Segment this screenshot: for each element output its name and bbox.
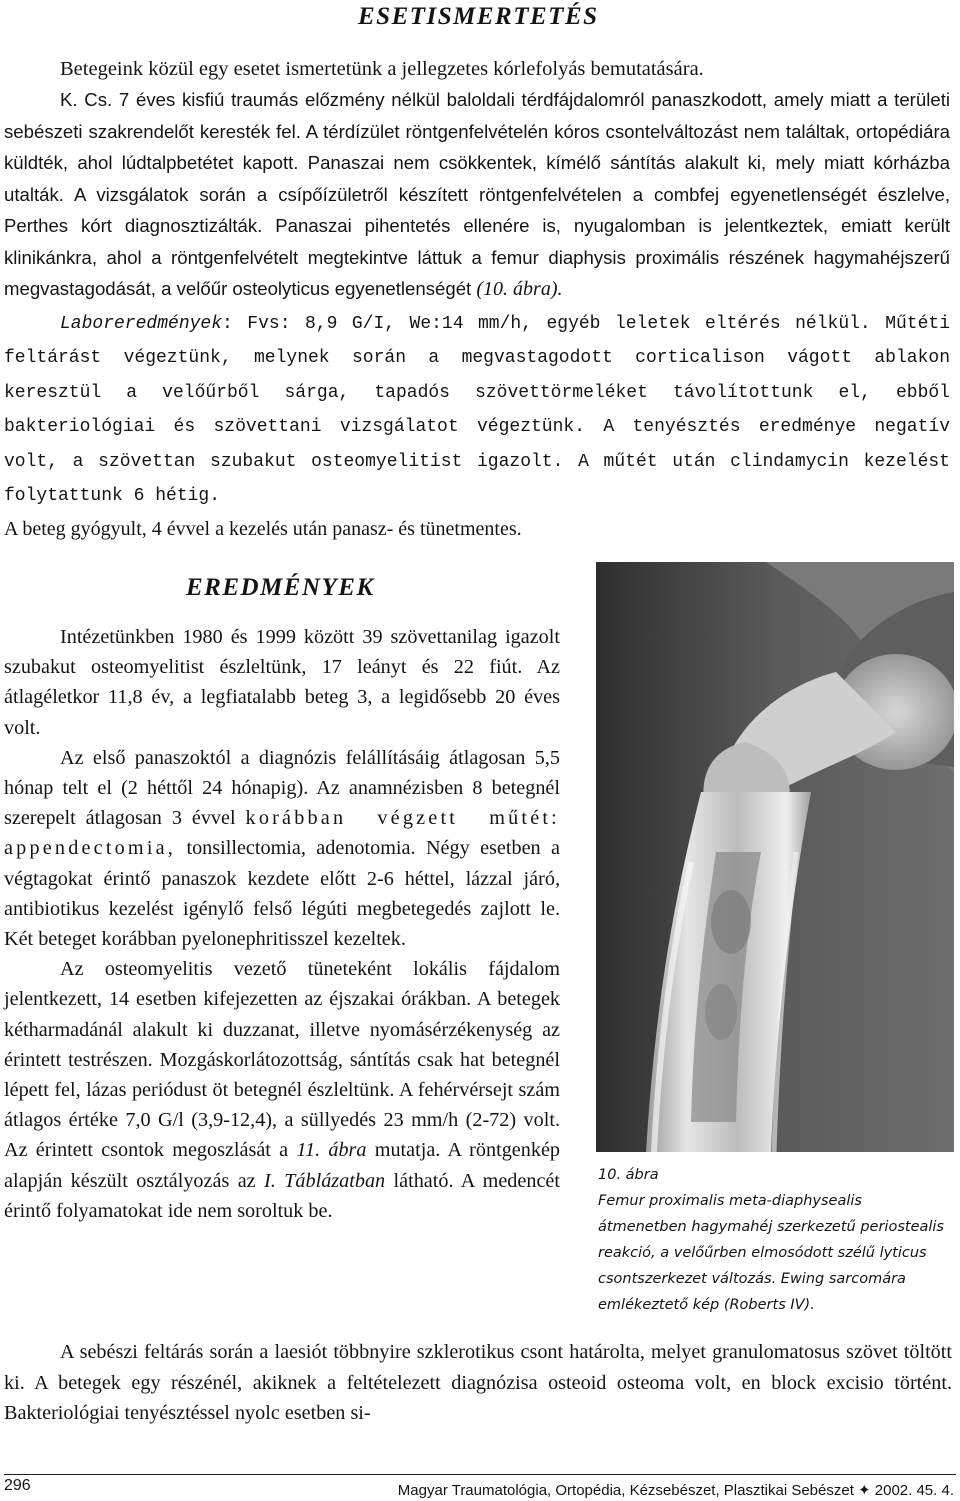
bottom-paragraph: A sebészi feltárás során a laesiót többnyire szklerotikus csont határolta, melyet granulomatosus szövet töltött ki. A betegek egy részénél, akiknek a feltételezett diagnózisa osteoid osteoma volt, en block excisio történt. Bakteriológiai tenyésztéssel nyolc esetben si- [4,1341,952,1424]
figure-11-reference: 11. ábra [296,1139,367,1162]
table-1-reference: I. Táblázatban [264,1169,386,1192]
results-p2-start: Az első panaszoktól a diagnózis felállításáig átlagosan 5,5 hónap telt el (2 héttől 24 hónapig). Az anamnézisben 8 betegnél szerepelt átlagosan 3 évvel [4,746,560,830]
lab-results-text: : Fvs: 8,9 G/I, We:14 mm/h, egyéb leletek eltérés nélkül. Műtéti feltárást végeztünk, melynek során a megvastagodott corticalison vágott ablakon keresztül a velőűrből sárga, tapadós szövettörmeléket távolítottunk el, ebből bakteriológiai és szövettani vizsgálatot végeztünk. A tenyésztés eredménye negatív volt, a szövettan szubakut osteomyelitist igazolt. A műtét után clindamycin kezelést folytattunk 6 hétig. [4,313,950,506]
figure-caption [598,1162,954,1318]
bottom-text [4,1337,952,1429]
figure-reference: (10. ábra). [476,278,563,300]
results-paragraph-3 [4,954,560,1226]
case-report [4,84,950,545]
case-report-paragraph [4,84,950,545]
section-heading-case: ESETISMERTETÉS [358,3,599,30]
section-heading-results: EREDMÉNYEK [186,574,375,601]
results-p2-spaced: korábban végzett műtét: appendectomia, [4,807,560,860]
lab-results-label: Laboreredmények [60,313,223,334]
results-p3-start: Az osteomyelitis vezető tüneteként lokális fájdalom jelentkezett, 14 esetben kifejezetten az éjszakai órákban. A betegek kétharmadánál alakult ki duzzanat, illetve nyomásérzékenység az érintett testrészen. Mozgáskorlátozottság, sántítás csak hat betegnél lépett fel, lázas periódust öt betegnél észleltünk. A fehérvérsejt szám átlagos értéke 7,0 G/l (3,9-12,4), a süllyedés 23 mm/h (2-72) volt. Az érintett csontok megoszlását a [4,958,560,1162]
footer-divider [4,1474,956,1475]
case-body-a: K. Cs. 7 éves kisfiú traumás előzmény nélkül baloldali térdfájdalomról panaszkodott, amely miatt a területi sebészeti szakrendelőt keresték fel. A térdízület röntgenfelvételén kóros csontelváltozást nem találtak, ortopédiára küldték, ahol lúdtalpbetétet kapott. Panaszai nem csökkentek, kímélő sántítás alakult ki, mely miatt kórházba utalták. A vizsgálatok során a csípőízületről készített röntgenfelvételen a combfej egyenetlenségét észlelve, Perthes kórt diagnosztizálták. Panaszai pihentetés ellenére is, nyugalomban is jelentkeztek, emiatt került klinikánkra, ahol a röntgenfelvételt megtekintve láttuk a femur diaphysis proximális részének hagymahéjszerű megvastagodását, a velőűr osteolyticus egyenetlenségét [4,89,950,299]
results-column [4,622,560,1226]
case-intro-text: Betegeink közül egy esetet ismertetünk a jellegzetes kórlefolyás bemutatására. [60,58,704,80]
figure-label: 10. ábra [598,1167,659,1183]
results-p3-mid: mutatja. A röntgenkép alapján készült osztályozás az [4,1139,560,1192]
femur-xray-illustration [596,562,954,1152]
results-paragraph-2 [4,743,560,954]
case-outcome: A beteg gyógyult, 4 évvel a kezelés után panasz- és tünetmentes. [4,517,522,540]
results-p3-end: látható. A medencét érintő folyamatokat ide nem soroltuk be. [4,1169,560,1222]
xray-image [596,562,954,1152]
page-number: 296 [4,1477,31,1494]
journal-footer: Magyar Traumatológia, Ortopédia, Kézsebészet, Plasztikai Sebészet ✦ 2002. 45. 4. [397,1482,954,1499]
results-p2-end: tonsillectomia, adenotomia. Négy esetben a végtagokat érintő panaszok kezdete előtt 2-6 héttel, lázzal járó, antibiotikus kezelést igénylő felső légúti megbetegedés zajlott le. Két beteget korábban pyelonephritisszel kezeltek. [4,837,560,951]
results-paragraph-1: Intézetünkben 1980 és 1999 között 39 szövettanilag igazolt szubakut osteomyelitist észleltünk, 17 leányt és 22 fiút. Az átlagéletkor 11,8 év, a legfiatalabb beteg 3, a legidősebb 20 éves volt. [4,626,560,739]
figure-caption-text: Femur proximalis meta-diaphysealis átmenetben hagymahéj szerkezetű periostealis reakció, a velőűrben elmosódott szélű lyticus csontszerkezet változás. Ewing sarcomára emlékeztető kép (Roberts IV). [598,1193,944,1313]
case-intro [60,54,900,85]
